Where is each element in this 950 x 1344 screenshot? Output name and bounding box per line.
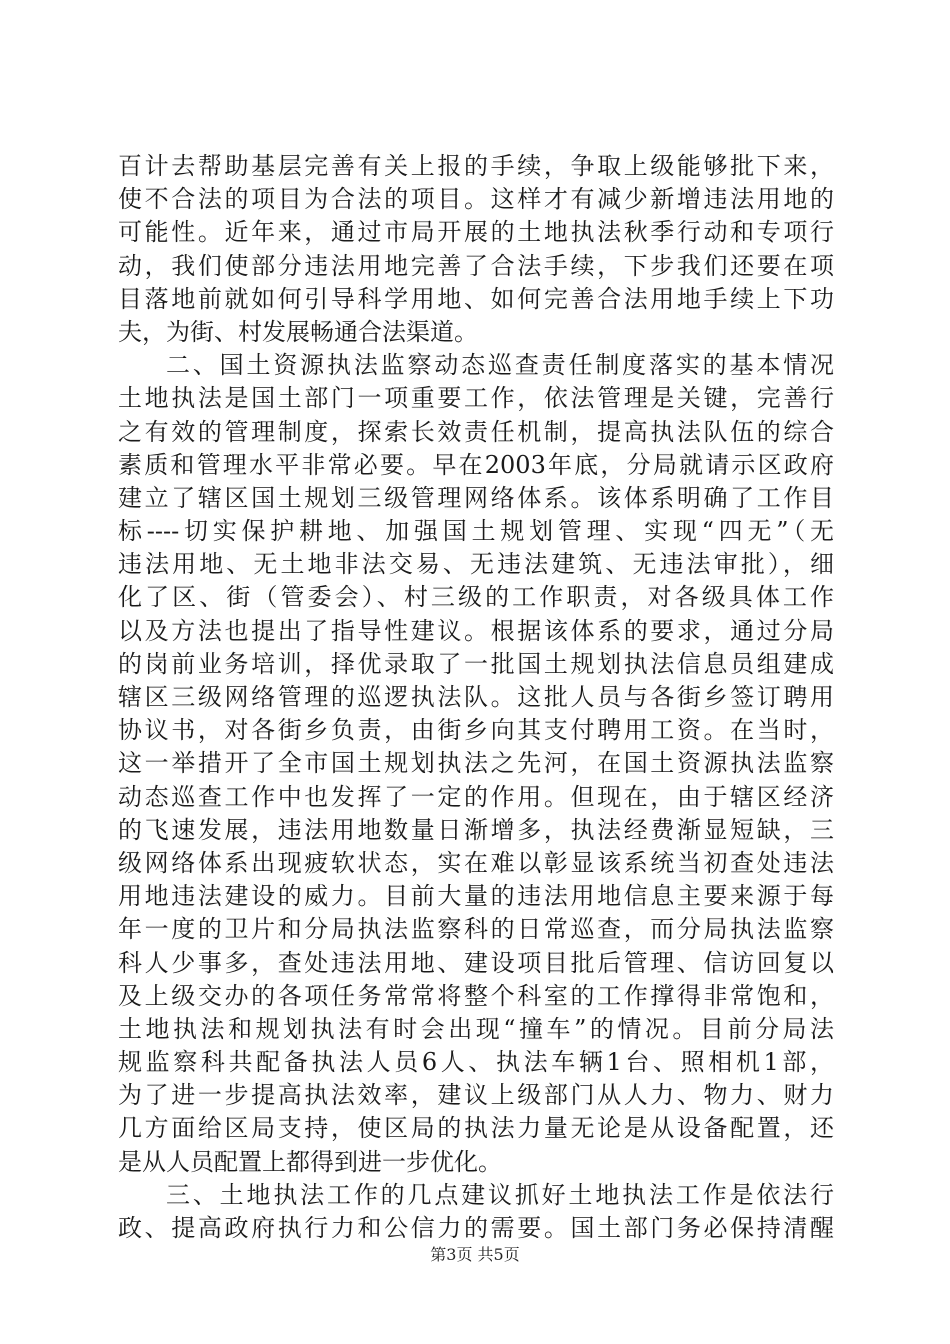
text-line: 素质和管理水平非常必要。早在2003年底，分局就请示区政府 — [118, 450, 834, 479]
text-line: 使不合法的项目为合法的项目。这样才有减少新增违法用地的 — [118, 185, 834, 214]
text-line: 百计去帮助基层完善有关上报的手续，争取上级能够批下来， — [118, 152, 834, 180]
text-line: 土地执法和规划执法有时会出现“撞车”的情况。目前分局法 — [118, 1014, 834, 1043]
text-line: 夫，为街、村发展畅通合法渠道。 — [118, 317, 478, 346]
text-line: 三、土地执法工作的几点建议抓好土地执法工作是依法行 — [166, 1180, 834, 1209]
text-line: 可能性。近年来，通过市局开展的土地执法秋季行动和专项行 — [118, 218, 834, 247]
text-line: 土地执法是国土部门一项重要工作，依法管理是关键，完善行 — [118, 384, 834, 413]
text-line: 及上级交办的各项任务常常将整个科室的工作撑得非常饱和， — [118, 981, 834, 1010]
text-line: 违法用地、无土地非法交易、无违法建筑、无违法审批），细 — [118, 550, 834, 579]
text-line: 这一举措开了全市国土规划执法之先河，在国土资源执法监察 — [118, 749, 834, 778]
text-line: 动，我们使部分违法用地完善了合法手续，下步我们还要在项 — [118, 251, 834, 280]
text-line: 年一度的卫片和分局执法监察科的日常巡查，而分局执法监察 — [118, 915, 834, 944]
text-line: 几方面给区局支持，使区局的执法力量无论是从设备配置，还 — [118, 1114, 834, 1143]
text-line: 建立了辖区国土规划三级管理网络体系。该体系明确了工作目 — [118, 483, 834, 512]
text-line: 以及方法也提出了指导性建议。根据该体系的要求，通过分局 — [118, 616, 834, 645]
text-line: 级网络体系出现疲软状态，实在难以彰显该系统当初查处违法 — [118, 848, 834, 877]
text-line: 之有效的管理制度，探索长效责任机制，提高执法队伍的综合 — [118, 417, 834, 446]
page-footer: 第3页 共5页 — [430, 1245, 520, 1264]
text-line: 目落地前就如何引导科学用地、如何完善合法用地手续上下功 — [118, 284, 834, 313]
text-line: 标----切实保护耕地、加强国土规划管理、实现“四无”（无 — [118, 517, 834, 546]
text-line: 协议书，对各街乡负责，由街乡向其支付聘用工资。在当时， — [118, 716, 834, 745]
text-line: 科人少事多，查处违法用地、建设项目批后管理、信访回复以 — [118, 948, 834, 977]
text-line: 规监察科共配备执法人员6人、执法车辆1台、照相机1部， — [118, 1048, 834, 1077]
text-line: 二、国土资源执法监察动态巡查责任制度落实的基本情况 — [166, 351, 834, 380]
text-line: 的飞速发展，违法用地数量日渐增多，执法经费渐显短缺，三 — [118, 815, 834, 844]
text-line: 辖区三级网络管理的巡逻执法队。这批人员与各街乡签订聘用 — [118, 683, 834, 711]
text-line: 为了进一步提高执法效率，建议上级部门从人力、物力、财力 — [118, 1081, 834, 1110]
text-line: 政、提高政府执行力和公信力的需要。国土部门务必保持清醒 — [118, 1214, 834, 1242]
text-line: 动态巡查工作中也发挥了一定的作用。但现在，由于辖区经济 — [118, 782, 834, 811]
text-line: 是从人员配置上都得到进一步优化。 — [118, 1147, 502, 1176]
text-line: 用地违法建设的威力。目前大量的违法用地信息主要来源于每 — [118, 882, 834, 911]
text-line: 化了区、街（管委会）、村三级的工作职责，对各级具体工作 — [118, 583, 834, 612]
document-body — [118, 150, 834, 1245]
text-line: 的岗前业务培训，择优录取了一批国土规划执法信息员组建成 — [118, 649, 834, 678]
